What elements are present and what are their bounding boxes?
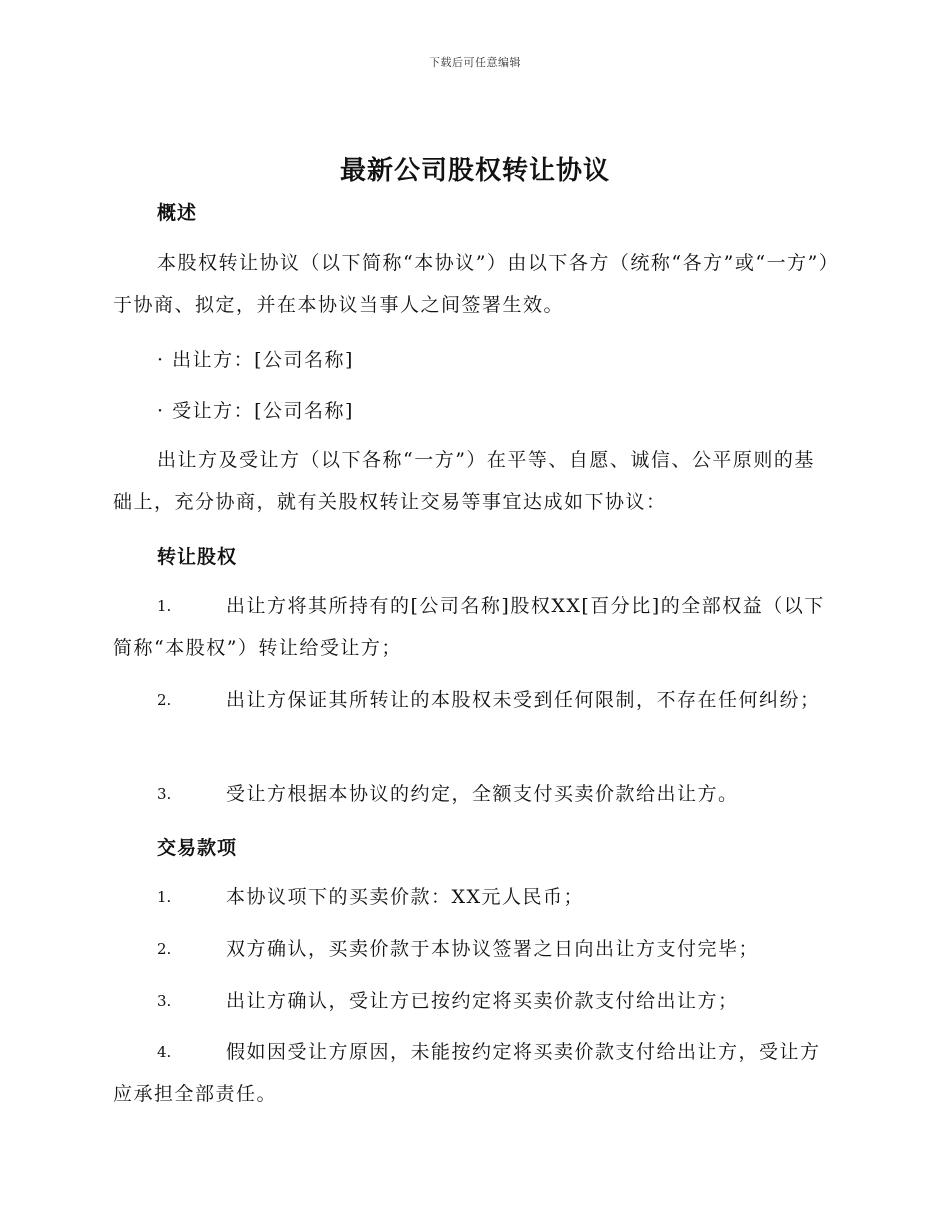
list-item-number: 1. [157, 888, 172, 906]
section-heading-payment: 交易款项 [157, 837, 238, 859]
overview-intro-paragraph [113, 242, 833, 326]
list-item-text: 出让方将其所持有的[公司名称]股权XX[百分比]的全部权益（以下简称“本股权”）转让给受让方； [113, 595, 825, 659]
list-item-text: 受让方根据本协议的约定，全额支付买卖价款给出让方。 [226, 783, 739, 805]
list-item-text: 本协议项下的买卖价款：XX元人民币； [226, 886, 585, 908]
transfer-item-1 [113, 585, 833, 669]
principles-text: 出让方及受让方（以下各称“一方”）在平等、自愿、诚信、公平原则的基础上，充分协商，就有关股权转让交易等事宜达成如下协议： [113, 449, 815, 513]
list-item-text: 出让方确认，受让方已按约定将买卖价款支付给出让方； [226, 990, 739, 1012]
transferee-line: · 受让方：[公司名称] [157, 400, 354, 422]
list-item-number: 3. [157, 992, 172, 1010]
list-item-number: 3. [157, 785, 172, 803]
payment-item-1 [113, 876, 833, 918]
list-item-number: 1. [157, 597, 172, 615]
list-item-text: 出让方保证其所转让的本股权未受到任何限制，不存在任何纠纷； [226, 689, 821, 711]
list-item-text: 假如因受让方原因，未能按约定将买卖价款支付给出让方，受让方应承担全部责任。 [113, 1041, 821, 1105]
header-note: 下载后可任意编辑 [429, 56, 521, 69]
document-title: 最新公司股权转让协议 [339, 156, 610, 186]
payment-item-4 [113, 1031, 833, 1115]
list-item-text: 双方确认，买卖价款于本协议签署之日向出让方支付完毕； [226, 938, 760, 960]
section-heading-overview: 概述 [157, 202, 198, 224]
payment-item-2 [113, 928, 833, 970]
transfer-item-2 [113, 679, 833, 721]
principles-paragraph [113, 439, 833, 523]
transferor-line: · 出让方：[公司名称] [157, 349, 354, 371]
section-heading-transfer: 转让股权 [157, 546, 238, 568]
list-item-number: 2. [157, 940, 172, 958]
overview-intro-text: 本股权转让协议（以下简称“本协议”）由以下各方（统称“各方”或“一方”）于协商、拟定，并在本协议当事人之间签署生效。 [113, 252, 830, 316]
transfer-item-3 [113, 773, 833, 815]
list-item-number: 2. [157, 691, 172, 709]
payment-item-3 [113, 980, 833, 1022]
list-item-number: 4. [157, 1043, 172, 1061]
